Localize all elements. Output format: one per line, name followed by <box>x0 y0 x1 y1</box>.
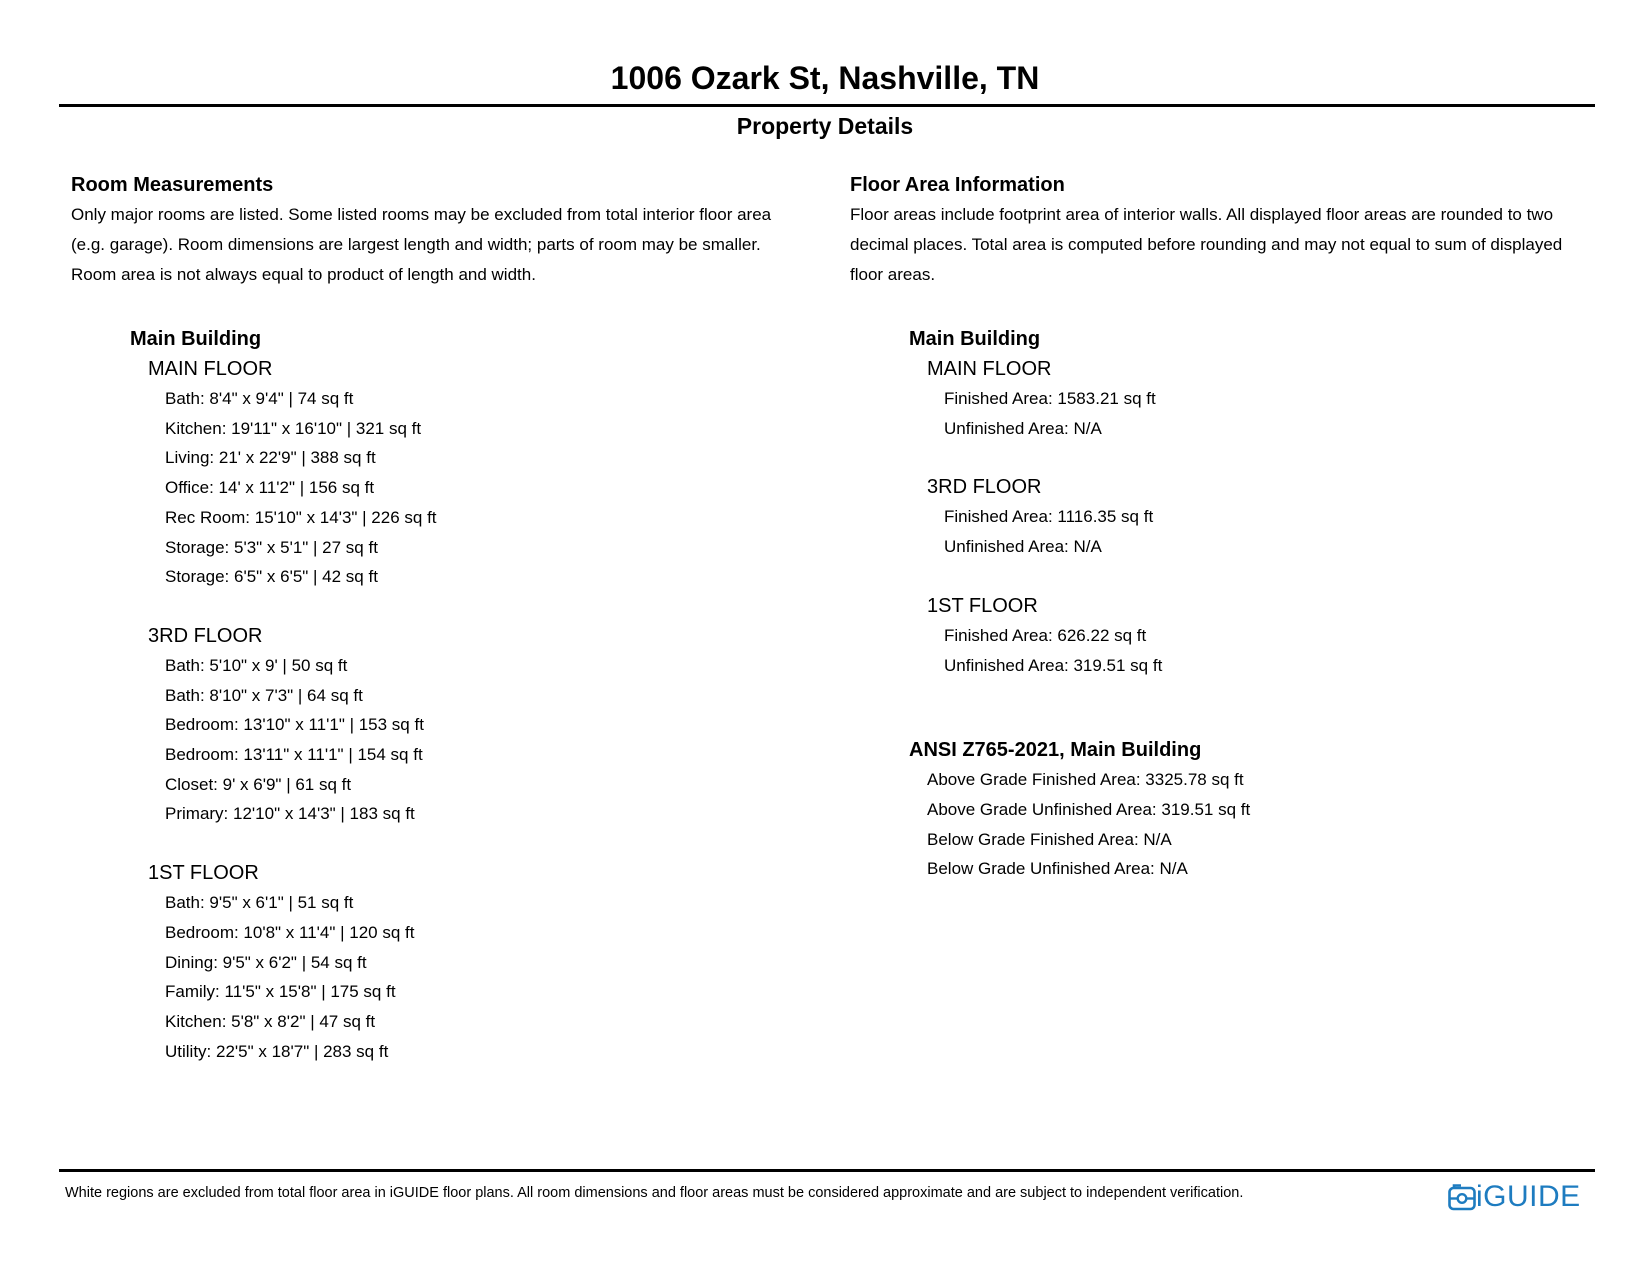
room-item: Bath: 9'5" x 6'1" | 51 sq ft <box>165 893 354 913</box>
floor-area-description <box>850 200 1610 290</box>
unfinished-area: Unfinished Area: N/A <box>944 418 1102 438</box>
floor-group-3rd <box>71 621 811 829</box>
description-line: Floor areas include footprint area of interior walls. All displayed floor areas are rounded to two <box>850 205 1554 224</box>
floor-name: 1ST FLOOR <box>148 862 259 885</box>
room-item: Closet: 9' x 6'9" | 61 sq ft <box>165 774 352 794</box>
room-item: Primary: 12'10" x 14'3" | 183 sq ft <box>165 804 415 824</box>
ansi-group <box>850 735 1610 884</box>
area-group-main <box>850 354 1610 443</box>
ansi-item: Below Grade Unfinished Area: N/A <box>927 859 1188 879</box>
room-item: Living: 21' x 22'9" | 388 sq ft <box>165 448 376 468</box>
floor-group-1st <box>71 858 811 1066</box>
room-item: Kitchen: 5'8" x 8'2" | 47 sq ft <box>165 1011 376 1031</box>
room-item: Storage: 6'5" x 6'5" | 42 sq ft <box>165 567 378 587</box>
room-item: Bath: 8'10" x 7'3" | 64 sq ft <box>165 685 363 705</box>
floor-name: MAIN FLOOR <box>148 358 273 380</box>
finished-area: Finished Area: 626.22 sq ft <box>944 625 1147 645</box>
footer-divider <box>59 1169 1595 1172</box>
room-item: Bedroom: 13'10" x 11'1" | 153 sq ft <box>165 715 424 735</box>
room-item: Dining: 9'5" x 6'2" | 54 sq ft <box>165 952 367 972</box>
page-title: 1006 Ozark St, Nashville, TN <box>610 60 1040 96</box>
finished-area: Finished Area: 1583.21 sq ft <box>944 389 1156 408</box>
description-line: Only major rooms are listed. Some listed rooms may be excluded from total interior floor area <box>71 205 772 224</box>
floor-name: MAIN FLOOR <box>927 358 1052 380</box>
room-measurements-heading: Room Measurements <box>71 174 274 196</box>
room-item: Family: 11'5" x 15'8" | 175 sq ft <box>165 982 396 1002</box>
room-item: Office: 14' x 11'2" | 156 sq ft <box>165 478 375 498</box>
room-measurements-description <box>71 200 811 290</box>
room-item: Utility: 22'5" x 18'7" | 283 sq ft <box>165 1041 389 1061</box>
ansi-item: Above Grade Finished Area: 3325.78 sq ft <box>927 770 1244 790</box>
room-item: Bath: 8'4" x 9'4" | 74 sq ft <box>165 389 354 408</box>
page-subtitle: Property Details <box>736 113 914 139</box>
room-item: Bedroom: 13'11" x 11'1" | 154 sq ft <box>165 745 423 765</box>
description-line: (e.g. garage). Room dimensions are largest length and width; parts of room may be smaller. <box>71 235 761 254</box>
ansi-heading: ANSI Z765-2021, Main Building <box>909 739 1202 762</box>
unfinished-area: Unfinished Area: 319.51 sq ft <box>944 655 1163 675</box>
footer-disclaimer: White regions are excluded from total floor area in iGUIDE floor plans. All room dimensions and floor areas must be considered approximate and are subject to independent verification. <box>65 1185 1244 1201</box>
finished-area: Finished Area: 1116.35 sq ft <box>944 507 1154 527</box>
floor-name: 3RD FLOOR <box>927 476 1042 499</box>
description-line: Room area is not always equal to product of length and width. <box>71 265 536 284</box>
room-item: Bath: 5'10" x 9' | 50 sq ft <box>165 655 348 675</box>
room-item: Kitchen: 19'11" x 16'10" | 321 sq ft <box>165 418 422 438</box>
area-group-3rd <box>850 472 1610 561</box>
area-group-1st <box>850 591 1610 680</box>
iguide-logo-icon <box>1448 1183 1476 1211</box>
room-item: Bedroom: 10'8" x 11'4" | 120 sq ft <box>165 922 415 942</box>
floor-name: 1ST FLOOR <box>927 594 1038 617</box>
room-item: Storage: 5'3" x 5'1" | 27 sq ft <box>165 537 378 557</box>
floor-area-section <box>850 170 1610 884</box>
description-line: floor areas. <box>850 265 936 284</box>
ansi-item: Above Grade Unfinished Area: 319.51 sq ft <box>927 799 1251 819</box>
building-name: Main Building <box>130 328 262 350</box>
room-measurements-section <box>71 170 811 1066</box>
floor-name: 3RD FLOOR <box>148 624 263 647</box>
building-name: Main Building <box>909 328 1041 350</box>
iguide-logo-text: iGUIDE <box>1476 1180 1581 1213</box>
room-item: Rec Room: 15'10" x 14'3" | 226 sq ft <box>165 507 437 527</box>
header-divider <box>59 104 1595 107</box>
floor-area-heading: Floor Area Information <box>850 174 1065 196</box>
iguide-logo <box>1448 1180 1581 1214</box>
floor-group-main <box>71 354 811 592</box>
ansi-item: Below Grade Finished Area: N/A <box>927 829 1172 849</box>
description-line: decimal places. Total area is computed before rounding and may not equal to sum of displayed <box>850 235 1563 254</box>
unfinished-area: Unfinished Area: N/A <box>944 537 1102 557</box>
